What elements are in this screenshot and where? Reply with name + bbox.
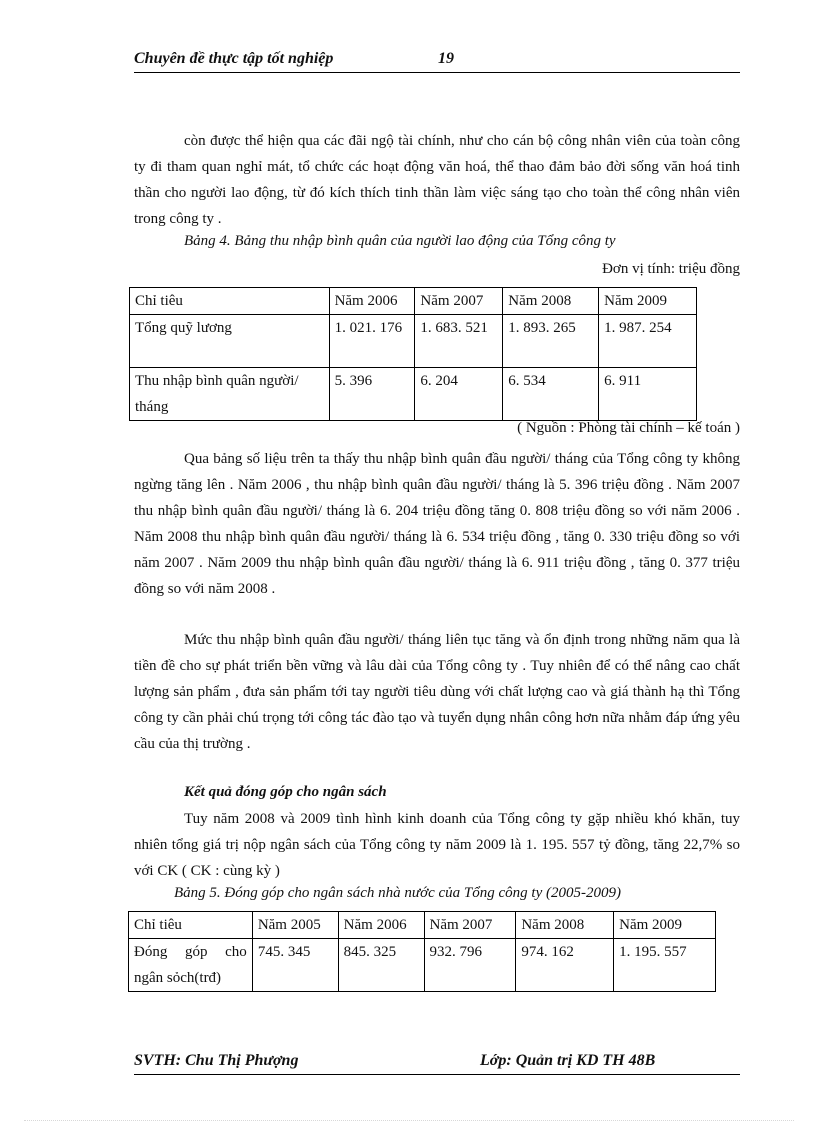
table-header-cell: Năm 2007 (424, 912, 516, 939)
table-cell: 6. 534 (503, 368, 599, 421)
table-header-cell: Chỉ tiêu (130, 288, 330, 315)
page-footer (134, 1052, 740, 1075)
table-cell: 1. 683. 521 (415, 315, 503, 368)
income-table (129, 287, 697, 421)
table-header-cell: Năm 2007 (415, 288, 503, 315)
paragraph-benefits: còn được thể hiện qua các đãi ngộ tài chính, như cho cán bộ công nhân viên của toàn công ty đi tham quan nghỉ mát, tổ chức các hoạt động văn hoá, thể thao đảm bảo đời sống văn hoá tinh thần cho người lao động, từ đó kích thích tinh thần làm việc sáng tạo cho toàn thể công nhân viên trong công ty . (134, 133, 740, 227)
budget-table (128, 911, 716, 992)
document-title: Chuyên đề thực tập tốt nghiệp (134, 50, 334, 67)
table4-source: ( Nguồn : Phòng tài chính – kế toán ) (517, 420, 740, 436)
table-cell: 6. 911 (599, 368, 697, 421)
table-header-cell: Năm 2006 (338, 912, 424, 939)
table-cell: 6. 204 (415, 368, 503, 421)
table-header-cell: Năm 2008 (503, 288, 599, 315)
footer-author: SVTH: Chu Thị Phượng (134, 1052, 299, 1069)
footer-class: Lớp: Quản trị KD TH 48B (480, 1052, 656, 1069)
table-header-row (129, 912, 716, 939)
table-cell: 932. 796 (424, 939, 516, 992)
table-header-cell: Chỉ tiêu (129, 912, 253, 939)
table5-caption: Bảng 5. Đóng góp cho ngân sách nhà nước của Tổng công ty (2005-2009) (174, 885, 621, 901)
table-cell: 1. 195. 557 (614, 939, 716, 992)
table-header-row (130, 288, 697, 315)
table4-unit: Đơn vị tính: triệu đồng (602, 261, 740, 277)
table-cell: 5. 396 (329, 368, 415, 421)
paragraph-income-conclusion: Mức thu nhập bình quân đầu người/ tháng liên tục tăng và ổn định trong những năm qua là tiền đề cho sự phát triển bền vững và lâu dài của Tổng công ty . Tuy nhiên để có thể nâng cao chất lượng sản phẩm , đưa sản phẩm tới tay người tiêu dùng với chất lượng cao và giá thành hạ thì Tổng công ty cần phải chú trọng tới công tác đào tạo và tuyển dụng nhân công hơn nữa nhằm đáp ứng yêu cầu của thị trường . (134, 632, 740, 752)
table-cell: Thu nhập bình quân người/ tháng (130, 368, 330, 421)
table-header-cell: Năm 2005 (252, 912, 338, 939)
table-cell: Tổng quỹ lương (130, 315, 330, 368)
table-header-cell: Năm 2009 (599, 288, 697, 315)
table-header-cell: Năm 2008 (516, 912, 614, 939)
table-cell: 1. 987. 254 (599, 315, 697, 368)
page-bottom-divider (24, 1120, 794, 1121)
table-cell: 974. 162 (516, 939, 614, 992)
paragraph-income-analysis: Qua bảng số liệu trên ta thấy thu nhập bình quân đầu người/ tháng của Tổng công ty không ngừng tăng lên . Năm 2006 , thu nhập bình quân đầu người/ tháng là 5. 396 triệu đồng . Năm 2007 thu nhập bình quân đầu người/ tháng là 6. 204 triệu đồng tăng 0. 808 triệu đồng so với năm 2006 . Năm 2008 thu nhập bình quân đầu người/ tháng là 6. 534 triệu đồng , tăng 0. 330 triệu đồng so với năm 2007 . Năm 2009 thu nhập bình quân đầu người/ tháng là 6. 911 triệu đồng , tăng 0. 377 triệu đồng so với năm 2008 . (134, 451, 740, 597)
table-cell: 1. 893. 265 (503, 315, 599, 368)
table-header-cell: Năm 2006 (329, 288, 415, 315)
table-cell: 745. 345 (252, 939, 338, 992)
table4-caption: Bảng 4. Bảng thu nhập bình quân của người lao động của Tổng công ty (184, 233, 616, 249)
table-row (129, 939, 716, 992)
page-header (134, 50, 740, 73)
paragraph-budget: Tuy năm 2008 và 2009 tình hình kinh doanh của Tổng công ty gặp nhiều khó khăn, tuy nhiên tổng giá trị nộp ngân sách của Tổng công ty năm 2009 là 1. 195. 557 tỷ đồng, tăng 22,7% so với CK ( CK : cùng kỳ ) (134, 811, 740, 879)
table-cell: 845. 325 (338, 939, 424, 992)
page-number: 19 (438, 50, 454, 67)
table-row (130, 315, 697, 368)
table-cell: 1. 021. 176 (329, 315, 415, 368)
section-heading: Kết quả đóng góp cho ngân sách (184, 784, 387, 800)
table-row (130, 368, 697, 421)
table-header-cell: Năm 2009 (614, 912, 716, 939)
table-cell: Đóng góp cho ngân sỏch(trđ) (129, 939, 253, 992)
